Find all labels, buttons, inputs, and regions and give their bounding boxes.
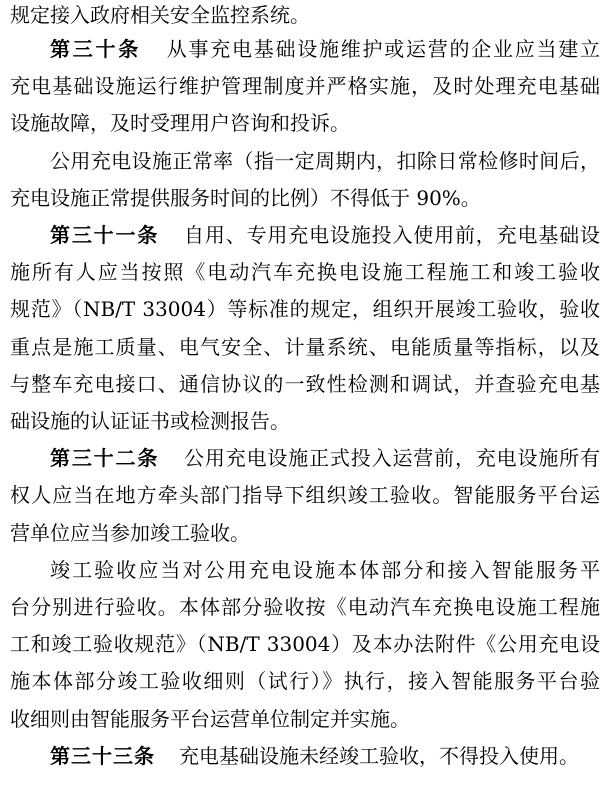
- article-text: 充电基础设施未经竣工验收，不得投入使用。: [179, 744, 579, 768]
- paragraph-line: 重点是施工质量、电气安全、计量系统、电能质量等指标，以及: [10, 335, 600, 359]
- paragraph-line: 收细则由智能服务平台运营单位制定并实施。: [10, 707, 410, 731]
- paragraph-line: 与整车充电接口、通信协议的一致性检测和调试，并查验充电基: [10, 372, 600, 396]
- paragraph-line: 竣工验收应当对公用充电设施本体部分和接入智能服务平: [50, 558, 600, 582]
- paragraph-line: 营单位应当参加竣工验收。: [10, 521, 250, 545]
- article-30-line: [50, 34, 600, 64]
- paragraph-line: 工和竣工验收规范》（NB/T 33004）及本办法附件《公用充电设: [10, 632, 600, 656]
- article-text: 从事充电基础设施维护或运营的企业应当建立: [165, 37, 600, 61]
- paragraph-line: 公用充电设施正常率（指一定周期内，扣除日常检修时间后，: [50, 149, 600, 173]
- paragraph-line: 充电设施正常提供服务时间的比例）不得低于 90%。: [10, 186, 481, 210]
- article-heading: 第三十条: [50, 37, 141, 61]
- article-text: 公用充电设施正式投入运营前，充电设施所有: [183, 446, 601, 470]
- article-31-line: [50, 220, 600, 250]
- article-text: 自用、专用充电设施投入使用前，充电基础设: [183, 223, 601, 247]
- article-32-line: [50, 443, 600, 473]
- paragraph-line: 充电基础设施运行维护管理制度并严格实施，及时处理充电基础: [10, 74, 600, 98]
- paragraph-line: 础设施的认证证书或检测报告。: [10, 409, 290, 433]
- paragraph-line: 施本体部分竣工验收细则（试行）》执行，接入智能服务平台验: [10, 669, 600, 693]
- paragraph-line: 权人应当在地方牵头部门指导下组织竣工验收。智能服务平台运: [10, 483, 600, 507]
- paragraph-line: 台分别进行验收。本体部分验收按《电动汽车充换电设施工程施: [10, 595, 600, 619]
- paragraph-line: 施所有人应当按照《电动汽车充换电设施工程施工和竣工验收: [10, 260, 600, 284]
- article-heading: 第三十一条: [50, 223, 160, 247]
- paragraph-line: 规定接入政府相关安全监控系统。: [10, 3, 310, 27]
- article-33-line: [50, 741, 600, 771]
- paragraph-line: 设施故障，及时受理用户咨询和投诉。: [10, 111, 350, 135]
- article-heading: 第三十二条: [50, 446, 160, 470]
- article-heading: 第三十三条: [50, 744, 155, 768]
- paragraph-line: 规范》（NB/T 33004）等标准的规定，组织开展竣工验收，验收: [10, 297, 600, 321]
